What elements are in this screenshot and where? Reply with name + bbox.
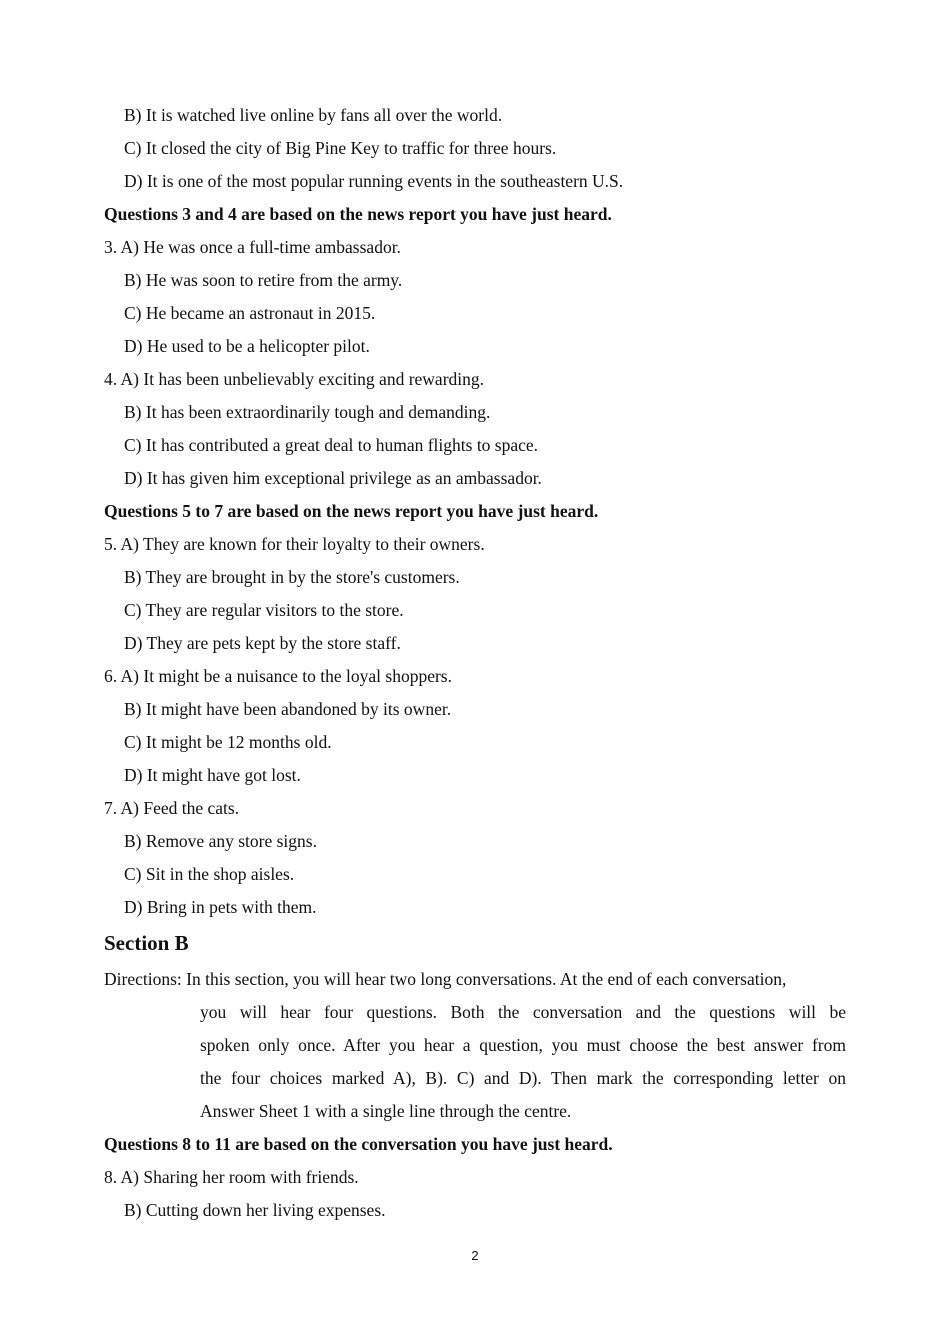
q5-option-a: 5. A) They are known for their loyalty to their owners. — [104, 534, 485, 554]
q5-option-c: C) They are regular visitors to the store. — [124, 600, 404, 620]
q7-option-d: D) Bring in pets with them. — [124, 897, 317, 917]
q7-option-b: B) Remove any store signs. — [124, 831, 317, 851]
q4-option-b: B) It has been extraordinarily tough and demanding. — [124, 402, 491, 422]
directions-line: you will hear four questions. Both the conversation and the questions will be — [200, 1002, 846, 1022]
q6-option-b: B) It might have been abandoned by its owner. — [124, 699, 452, 719]
q6-option-c: C) It might be 12 months old. — [124, 732, 332, 752]
directions-first-line: Directions: In this section, you will hear two long conversations. At the end of each conversation, — [104, 969, 787, 989]
q3-option-d: D) He used to be a helicopter pilot. — [124, 336, 370, 356]
q3-option-b: B) He was soon to retire from the army. — [124, 270, 403, 290]
q4-option-d: D) It has given him exceptional privilege as an ambassador. — [124, 468, 542, 488]
q4-option-c: C) It has contributed a great deal to human flights to space. — [124, 435, 539, 455]
page-number: 2 — [471, 1248, 479, 1263]
q3-option-c: C) He became an astronaut in 2015. — [124, 303, 376, 323]
q2-option-b: B) It is watched live online by fans all over the world. — [124, 105, 503, 125]
q6-option-a: 6. A) It might be a nuisance to the loyal shoppers. — [104, 666, 452, 686]
q5-option-d: D) They are pets kept by the store staff. — [124, 633, 401, 653]
q7-option-a: 7. A) Feed the cats. — [104, 798, 240, 818]
question-group-heading: Questions 3 and 4 are based on the news report you have just heard. — [104, 204, 612, 224]
question-group-heading: Questions 5 to 7 are based on the news report you have just heard. — [104, 501, 599, 521]
q4-option-a: 4. A) It has been unbelievably exciting and rewarding. — [104, 369, 485, 389]
directions-line: the four choices marked A), B). C) and D). Then mark the corresponding letter on — [200, 1068, 846, 1088]
q3-option-a: 3. A) He was once a full-time ambassador. — [104, 237, 401, 257]
q2-option-d: D) It is one of the most popular running events in the southeastern U.S. — [124, 171, 624, 191]
directions-line: Answer Sheet 1 with a single line through the centre. — [200, 1101, 572, 1121]
q8-option-a: 8. A) Sharing her room with friends. — [104, 1167, 359, 1187]
question-group-heading: Questions 8 to 11 are based on the conversation you have just heard. — [104, 1134, 613, 1154]
q2-option-c: C) It closed the city of Big Pine Key to traffic for three hours. — [124, 138, 557, 158]
q7-option-c: C) Sit in the shop aisles. — [124, 864, 295, 884]
directions-line: spoken only once. After you hear a question, you must choose the best answer from — [200, 1035, 846, 1055]
section-heading: Section B — [104, 931, 189, 955]
q5-option-b: B) They are brought in by the store's customers. — [124, 567, 460, 587]
q6-option-d: D) It might have got lost. — [124, 765, 301, 785]
q8-option-b: B) Cutting down her living expenses. — [124, 1200, 386, 1220]
